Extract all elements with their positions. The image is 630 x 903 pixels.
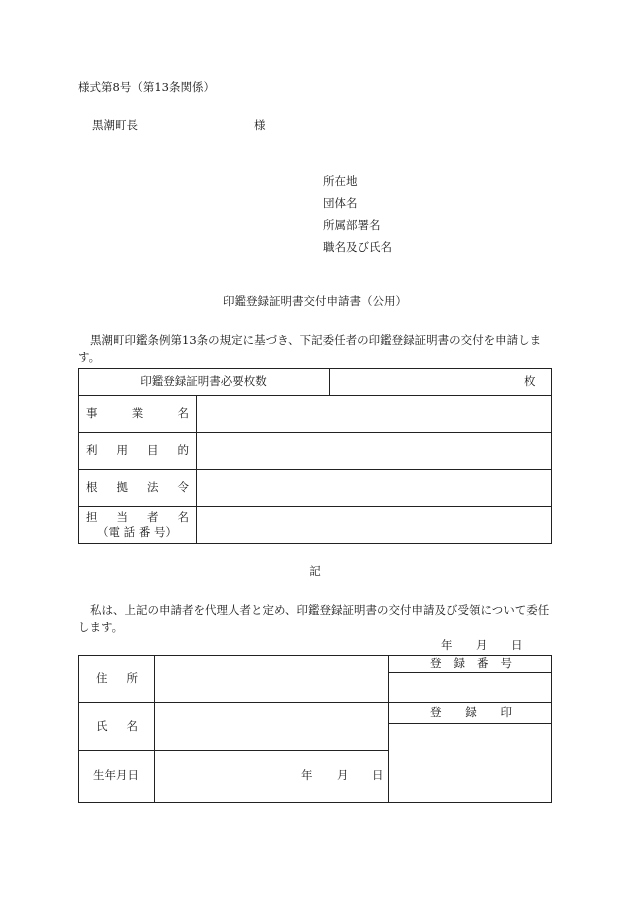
form-number: 様式第8号（第13条関係） <box>78 80 215 94</box>
date-year: 年 <box>441 638 453 652</box>
intro-text: 黒潮町印鑑条例第13条の規定に基づき、下記委任者の印鑑登録証明書の交付を申請します。 <box>78 333 542 364</box>
title-name-label: 職名及び氏名 <box>323 240 392 254</box>
addressee-name: 黒潮町長 <box>92 118 138 132</box>
address-label: 住 所 <box>96 671 138 685</box>
organization-label: 団体名 <box>323 196 358 210</box>
delegation-text: 私は、上記の申請者を代理人者と定め、印鑑登録証明書の交付申請及び受領について委任します。 <box>78 603 550 634</box>
document-title: 印鑑登録証明書交付申請書（公用） <box>223 294 407 308</box>
project-label: 事 業 名 <box>86 406 189 420</box>
ki-mark: 記 <box>309 564 321 578</box>
copies-label: 印鑑登録証明書必要枚数 <box>140 374 267 388</box>
date-month: 月 <box>476 638 488 652</box>
location-label: 所在地 <box>323 174 358 188</box>
dob-label: 生年月日 <box>93 768 139 782</box>
purpose-label: 利 用 目 的 <box>86 443 189 457</box>
reg-number-label: 登 録 番 号 <box>430 656 512 670</box>
reg-seal-label: 登 録 印 <box>430 705 512 719</box>
dob-day: 日 <box>372 768 384 782</box>
date-day: 日 <box>511 638 523 652</box>
phone-label: （電 話 番 号） <box>97 525 177 539</box>
copies-unit: 枚 <box>524 374 536 388</box>
department-label: 所属部署名 <box>323 218 381 232</box>
person-label: 担 当 者 名 <box>86 510 189 524</box>
addressee-honorific: 様 <box>254 118 266 132</box>
dob-month: 月 <box>337 768 349 782</box>
dob-year: 年 <box>301 768 313 782</box>
name-label: 氏 名 <box>96 719 138 733</box>
law-label: 根 拠 法 令 <box>86 480 189 494</box>
